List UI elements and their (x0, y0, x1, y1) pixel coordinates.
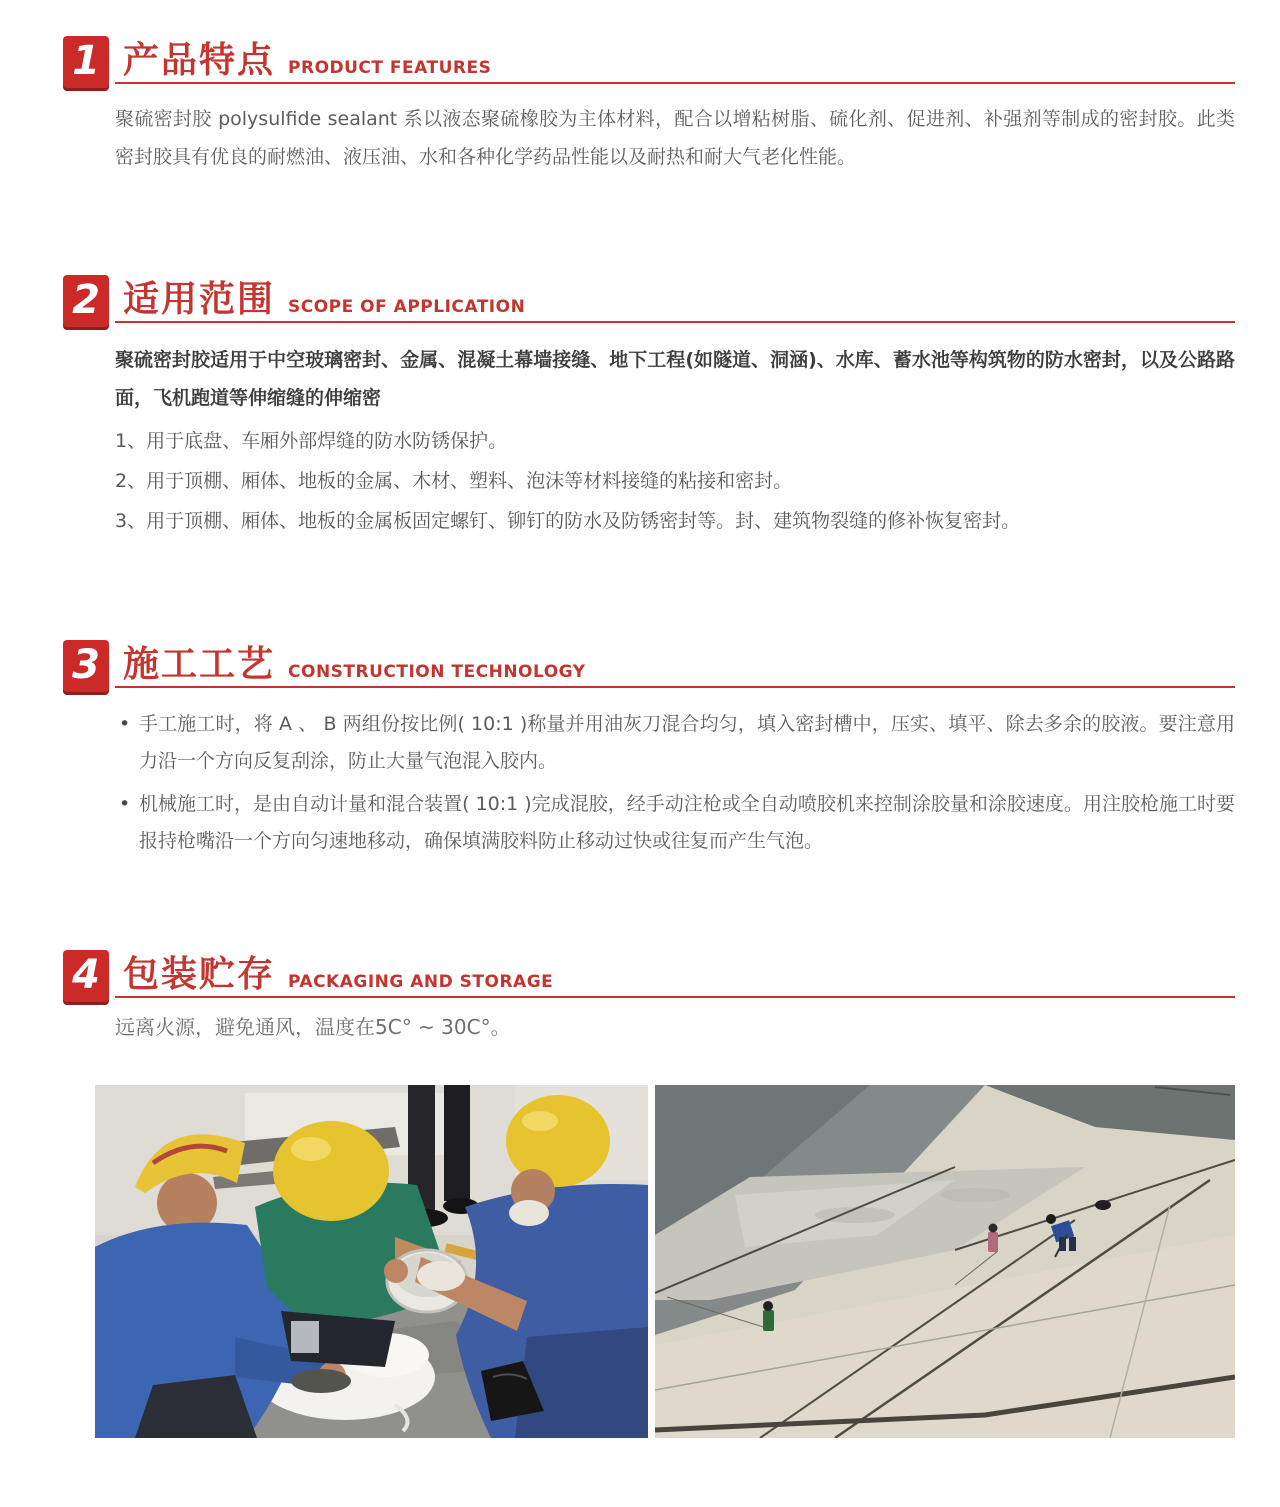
section-3-title-en: CONSTRUCTION TECHNOLOGY (288, 662, 586, 682)
section-1-paragraph: 聚硫密封胶 polysulfide sealant 系以液态聚硫橡胶为主体材料，配合以增粘树脂、硫化剂、促进剂、补强剂等制成的密封胶。此类密封胶具有优良的耐燃油、液压油、水和各种化学药品性能以及耐热和耐大气老化性能。 (115, 108, 1235, 168)
equipment-bag (1095, 1200, 1111, 1210)
section-packaging-storage (72, 950, 1235, 1042)
section-3-number-badge: 3 (63, 640, 109, 692)
section-2-intro: 聚硫密封胶适用于中空玻璃密封、金属、混凝土幕墙接缝、地下工程(如隧道、洞涵)、水库、蓄水池等构筑物的防水密封，以及公路路面，飞机跑道等伸缩缝的伸缩密 (115, 349, 1235, 409)
dam-slope-construction-photo (655, 1085, 1235, 1438)
section-product-features (72, 36, 1235, 176)
section-4-titles (123, 954, 554, 995)
construction-bullet-manual: • 手工施工时，将 A 、 B 两组份按比例( 10:1 )称量并用油灰刀混合均匀，填入密封槽中，压实、填平、除去多余的胶液。要注意用力沿一个方向反复刮涂，防止大量气泡混入胶内。 (115, 706, 1235, 780)
workers-mixing-sealant-photo (95, 1085, 648, 1438)
worker-pink (988, 1232, 998, 1252)
white-glove (417, 1261, 465, 1291)
section-2-number-badge: 2 (63, 275, 109, 327)
worker-green (763, 1310, 774, 1331)
section-3-title-zh: 施工工艺 (123, 644, 276, 685)
section-4-title-en: PACKAGING AND STORAGE (288, 972, 554, 992)
application-item-2: 2、用于顶棚、厢体、地板的金属、木材、塑料、泡沫等材料接缝的粘接和密封。 (115, 470, 793, 492)
section-1-header (72, 36, 1235, 84)
section-3-titles (123, 644, 586, 685)
yellow-helmet (273, 1121, 389, 1221)
section-2-titles (123, 279, 526, 320)
jeans (515, 1327, 648, 1438)
storage-instructions: 远离火源，避免通风，温度在5C° ~ 30C°。 (115, 1015, 511, 1039)
photo-row (95, 1085, 1235, 1438)
section-scope-of-application (72, 275, 1235, 541)
section-1-title-zh: 产品特点 (123, 40, 276, 81)
shoe (291, 1369, 351, 1393)
section-1-number-badge: 1 (63, 36, 109, 88)
section-4-title-zh: 包装贮存 (123, 954, 276, 995)
application-item-1: 1、用于底盘、车厢外部焊缝的防水防锈保护。 (115, 430, 508, 452)
section-3-header (72, 640, 1235, 688)
section-4-number-badge: 4 (63, 950, 109, 1002)
white-glove (509, 1200, 549, 1226)
application-list (115, 421, 1235, 541)
section-1-title-en: PRODUCT FEATURES (288, 58, 492, 78)
section-4-header (72, 950, 1235, 998)
construction-bullet-list (115, 688, 1235, 860)
section-construction-technology (72, 640, 1235, 860)
construction-bullet-mechanical: • 机械施工时，是由自动计量和混合装置( 10:1 )完成混胶，经手动注枪或全自动喷胶机来控制涂胶量和涂胶速度。用注胶枪施工时要报持枪嘴沿一个方向匀速地移动，确保填满胶料防止移动过快或往复而产生气泡。 (115, 786, 1235, 860)
section-2-title-en: SCOPE OF APPLICATION (288, 297, 526, 317)
section-2-header (72, 275, 1235, 323)
application-item-3: 3、用于顶棚、厢体、地板的金属板固定螺钉、铆钉的防水及防锈密封等。封、建筑物裂缝的修补恢复密封。 (115, 510, 1021, 532)
section-2-title-zh: 适用范围 (123, 279, 276, 320)
section-1-titles (123, 40, 492, 81)
